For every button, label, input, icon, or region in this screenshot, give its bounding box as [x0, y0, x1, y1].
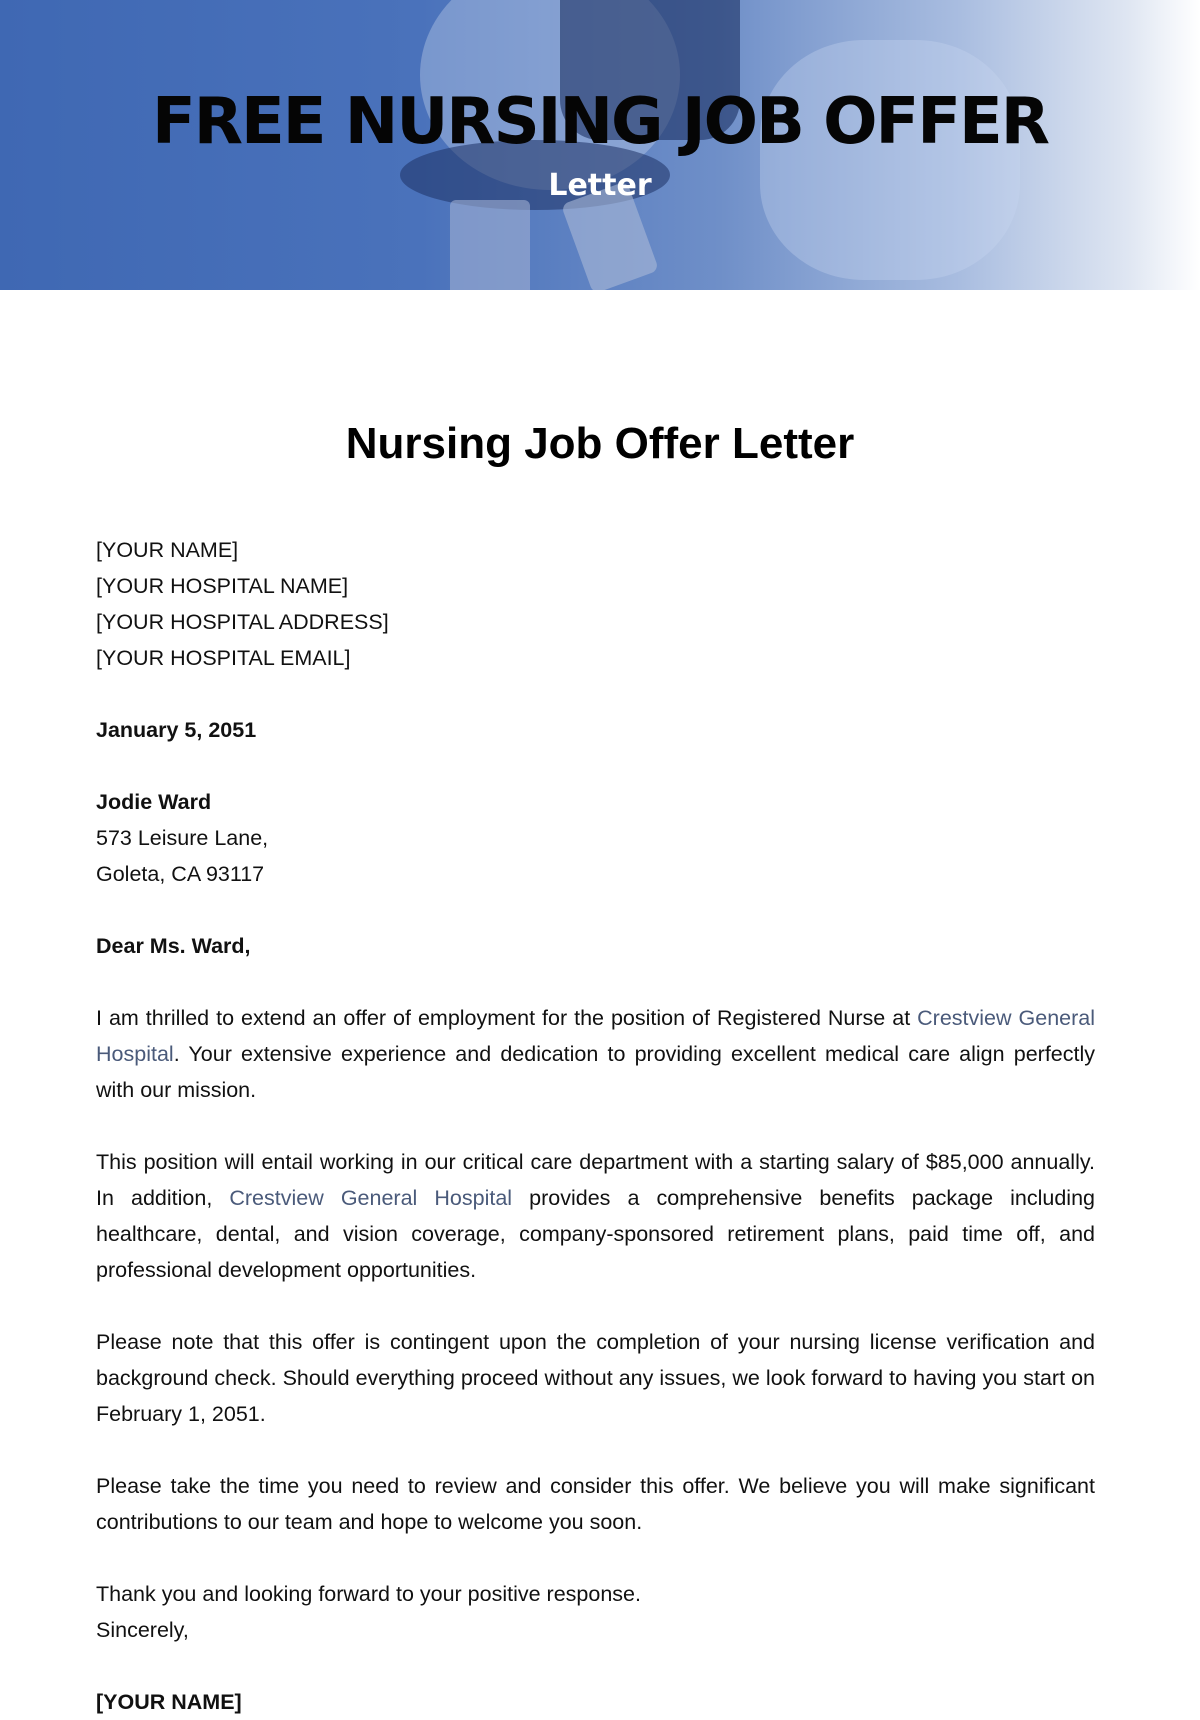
salutation: Dear Ms. Ward, — [96, 934, 251, 958]
recipient-address-line1: 573 Leisure Lane, — [96, 826, 269, 850]
closing-thanks: Thank you and looking forward to your positive response. — [96, 1582, 641, 1606]
letter-date: January 5, 2051 — [96, 718, 257, 742]
header-banner — [0, 0, 1200, 290]
paragraph-salary-benefits — [96, 1144, 1095, 1288]
sender-hospital-address: [YOUR HOSPITAL ADDRESS] — [96, 610, 389, 634]
paragraph-text: This position will entail working in our critical care department with a starting salary of $85,000 annually. In addition, — [96, 1150, 1095, 1210]
signature-name: [YOUR NAME] — [96, 1690, 242, 1714]
recipient-address-line2: Goleta, CA 93117 — [96, 862, 265, 886]
hospital-name-link: Crestview General Hospital — [96, 1006, 1095, 1066]
paragraph-offer — [96, 1000, 1095, 1108]
paragraph-text: I am thrilled to extend an offer of employment for the position of Registered Nurse at — [96, 1006, 918, 1030]
letter-body — [96, 532, 1095, 1720]
sender-hospital-email: [YOUR HOSPITAL EMAIL] — [96, 646, 351, 670]
document-title: Nursing Job Offer Letter — [345, 419, 855, 468]
paragraph-consider: Please take the time you need to review and consider this offer. We believe you will make significant contributions to our team and hope to welcome you soon. — [96, 1474, 1095, 1534]
banner-subtitle: Letter — [548, 168, 652, 203]
paragraph-text: . Your extensive experience and dedication to providing excellent medical care align perfectly with our mission. — [96, 1042, 1095, 1102]
paragraph-text: provides a comprehensive benefits package including healthcare, dental, and vision coverage, company-sponsored retirement plans, paid time off, and professional development opportunities. — [96, 1186, 1095, 1282]
background-image-shape — [760, 40, 1020, 280]
sender-hospital-name: [YOUR HOSPITAL NAME] — [96, 574, 349, 598]
sender-block — [96, 532, 1095, 676]
paragraph-contingency: Please note that this offer is contingent upon the completion of your nursing license verification and background check. Should everything proceed without any issues, we look forward to having you start on February 1, 2051. — [96, 1330, 1095, 1426]
closing-block — [96, 1576, 1095, 1648]
banner-title: FREE NURSING JOB OFFER — [152, 85, 1048, 159]
microscope-image-shape — [450, 200, 530, 290]
recipient-block — [96, 784, 1095, 892]
sender-name: [YOUR NAME] — [96, 538, 239, 562]
recipient-name: Jodie Ward — [96, 790, 212, 814]
hospital-name-link: Crestview General Hospital — [229, 1186, 513, 1210]
closing-sincerely: Sincerely, — [96, 1618, 189, 1642]
